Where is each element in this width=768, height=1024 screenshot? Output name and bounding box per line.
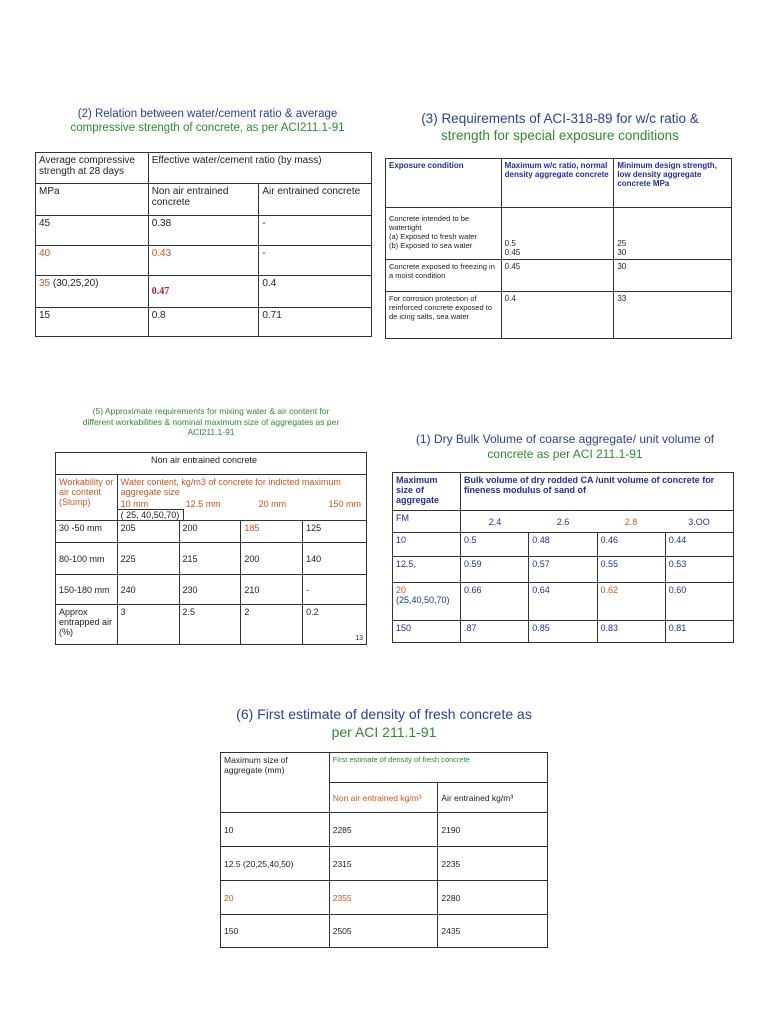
table-row [393, 621, 734, 643]
table6-cell: 2315 [329, 847, 438, 881]
table6-cell: 2280 [438, 881, 548, 915]
table-row [56, 521, 367, 543]
table6-cell: 2355 [329, 881, 438, 915]
table3-r1-a-wc: 0.5 [504, 239, 516, 248]
table1-cell: 0.48 [529, 533, 597, 557]
table6-size: 12.5 (20,25,40,50) [221, 847, 330, 881]
table1-fm-value: 3.OO [688, 516, 710, 527]
table6-title-line2: per ACI 211.1-91 [331, 723, 437, 740]
table1-fm-value: 2.6 [556, 516, 570, 527]
table5-cell [303, 605, 367, 645]
table1-cell: 0.46 [597, 533, 665, 557]
table1-cell: 0.64 [529, 583, 597, 621]
table6-cell: 2235 [438, 847, 548, 881]
table5-row-label: Approx entrapped air (%) [56, 605, 118, 645]
table2-header-air: Air entrained concrete [259, 184, 372, 216]
table1-cell: 0.66 [461, 583, 529, 621]
table6-header-max: Maximum size of aggregate (mm) [221, 753, 330, 813]
table6-cell: 2505 [329, 915, 438, 948]
table-row [56, 543, 367, 575]
table-row [393, 583, 734, 621]
table2-mpa-extra: (30,25,20) [50, 278, 99, 289]
table2-cell: 0.43 [148, 246, 259, 276]
table3-cell [614, 208, 732, 260]
table3-r1-a: (a) Exposed to fresh water [389, 232, 477, 241]
table5-size-label: 10 mm [120, 499, 149, 509]
table5-cell-value: 0.2 [306, 607, 319, 617]
table5-size-label: 12.5 mm [185, 499, 221, 509]
table1-size: 150 [393, 621, 461, 643]
table1-size-label: 20 [396, 585, 407, 595]
table1-header-max: Maximum size of aggregate [393, 473, 461, 511]
table1-cell: 0.60 [665, 583, 733, 621]
table5-sizes-header [117, 499, 366, 521]
table-row [221, 881, 548, 915]
table5-cell: 200 [241, 543, 303, 575]
table5-cell: 215 [179, 543, 241, 575]
table2-cell: 0.38 [148, 216, 259, 246]
table2-mpa-highlight: 35 [39, 278, 51, 289]
table5-cell: 125 [303, 521, 367, 543]
table5-cell: 185 [241, 521, 303, 543]
table6-size: 10 [221, 813, 330, 847]
table6-cell: 2285 [329, 813, 438, 847]
table3-cell: Concrete exposed to freezing in a moist condition [386, 260, 502, 292]
table1-cell: 0.55 [597, 557, 665, 583]
table2-header-mpa: MPa [36, 184, 149, 216]
table2-cell: 0.4 [259, 276, 372, 308]
table1-title [380, 432, 750, 462]
table1-header-bulk: Bulk volume of dry rodded CA /unit volume of concrete for fineness modulus of sand of [461, 473, 734, 511]
table-row [56, 605, 367, 645]
table6-size: 150 [221, 915, 330, 948]
table3-title-line1: (3) Requirements of ACI-318-89 for w/c ratio & [421, 111, 699, 126]
table5-row-label: 80-100 mm [56, 543, 118, 575]
table5-slump-label: (Slump) [59, 497, 91, 507]
table2-header-eff: Effective water/cement ratio (by mass) [148, 153, 371, 184]
table2-cell: 0.71 [259, 308, 372, 337]
table6 [220, 752, 548, 948]
table3-r1-b: (b) Exposed to sea water [389, 241, 473, 250]
table5-row-label-text: 30 -50 mm [59, 523, 103, 533]
table1-size [393, 583, 461, 621]
table2-cell: 0.8 [148, 308, 259, 337]
table5-row-label: 150-180 mm [56, 575, 118, 605]
table2-header-non: Non air entrained concrete [148, 184, 259, 216]
table1 [392, 472, 734, 643]
table1-cell: 0.59 [461, 557, 529, 583]
table3-r1-a-str: 25 [617, 239, 627, 248]
table3-cell: 30 [614, 260, 732, 292]
table-row [221, 915, 548, 948]
table5-size-label: 150 mm [328, 499, 361, 509]
table5-cell: 200 [179, 521, 241, 543]
table1-fm-value: 2.4 [488, 516, 502, 527]
table1-cell: 0.85 [529, 621, 597, 643]
table3-title [385, 111, 735, 145]
table3-r1-b-wc: 0.45 [504, 248, 521, 257]
table3-cell [501, 208, 614, 260]
table5-cell: 230 [179, 575, 241, 605]
table5-header-top-label: Non air entrained concrete [151, 455, 258, 465]
table6-size: 20 [221, 881, 330, 915]
table-row [393, 533, 734, 557]
table1-cell: 0.57 [529, 557, 597, 583]
table2-cell: - [259, 246, 372, 276]
table6-cell: 2190 [438, 813, 548, 847]
table5-cell: 2 [241, 605, 303, 645]
table5-cell: 205 [117, 521, 179, 543]
table-row [386, 260, 732, 292]
table5-header-water: Water content, kg/m3 of concrete for indicted maximum aggregate size [117, 475, 366, 500]
table5-title-line1: (5) Approximate requirements for mixing water & air content for [92, 406, 330, 416]
table5-cell: 225 [117, 543, 179, 575]
table3-header-minstr: Minimum design strength, low density aggregate concrete MPa [614, 159, 732, 208]
table3-title-line2: strength for special exposure conditions [441, 127, 679, 143]
table2-cell: 40 [36, 246, 149, 276]
table2-highlight-value: 0.47 [151, 286, 170, 297]
table1-title-line1: (1) Dry Bulk Volume of coarse aggregate/ unit volume of [415, 432, 715, 446]
table5-title-line3: ACI211.1-91 [187, 427, 235, 438]
table-row [393, 557, 734, 583]
table-row [221, 813, 548, 847]
table5-title [52, 406, 370, 438]
table5-title-line2: different workabilities & nominal maximum size of aggregates as per [82, 416, 340, 427]
page-number: 13 [355, 635, 363, 642]
table1-size: 10 [393, 533, 461, 557]
table3-r1-intro: Concrete intended to be watertight [389, 214, 470, 232]
table2-cell: 15 [36, 308, 149, 337]
table1-title-line2: concrete as per ACI 211.1-91 [487, 447, 643, 461]
table5-cell: 2.5 [179, 605, 241, 645]
table5-work-label: Workability or air content [59, 477, 114, 497]
table1-fm-value: 2.8 [624, 516, 638, 527]
table2-header-avg: Average compressive strength at 28 days [36, 153, 149, 184]
table5-cell: 210 [241, 575, 303, 605]
table1-cell: 0.44 [665, 533, 733, 557]
table5-cell: 240 [117, 575, 179, 605]
table2-title-line1: (2) Relation between water/cement ratio & average [77, 108, 338, 120]
table1-cell: 0.5 [461, 533, 529, 557]
table6-cell: 2435 [438, 915, 548, 948]
table5-size-label: 20 mm [258, 499, 287, 509]
table-row [386, 292, 732, 339]
table2-cell: - [259, 216, 372, 246]
table1-cell: 0.81 [665, 621, 733, 643]
table5-sizes-note: ( 25, 40,50,70) [118, 509, 185, 520]
table-row [221, 847, 548, 881]
table-row [36, 246, 372, 276]
table3-cell: For corrosion protection of reinforced concrete exposed to de icing salts, sea water [386, 292, 502, 339]
table1-cell: 0.53 [665, 557, 733, 583]
table3-header-maxwc: Maximum w/c ratio, normal density aggregate concrete [501, 159, 614, 208]
table2 [35, 152, 372, 337]
table5-row-label [56, 521, 118, 543]
table1-size-note: (25,40,50,70) [396, 595, 450, 605]
table2-title-line2: compressive strength of concrete, as per ACI211.1-91 [70, 122, 345, 135]
table3-cell: 0.45 [501, 260, 614, 292]
table-row [36, 308, 372, 337]
table2-cell [36, 276, 149, 308]
table2-cell: 45 [36, 216, 149, 246]
table1-fm-row [461, 511, 734, 533]
table-row [36, 216, 372, 246]
table6-title [215, 706, 553, 741]
table1-header-fm: FM [393, 511, 461, 533]
table-row [36, 276, 372, 308]
table1-cell: .87 [461, 621, 529, 643]
table-row [386, 208, 732, 260]
table2-title [40, 107, 375, 136]
table5-cell: 3 [117, 605, 179, 645]
table2-cell [148, 276, 259, 308]
table5-header-top [56, 453, 367, 475]
table3 [385, 158, 732, 339]
table3-r1-b-str: 30 [617, 248, 627, 257]
table5-cell: - [303, 575, 367, 605]
table3-header-exposure: Exposure condition [386, 159, 502, 208]
table3-cell: 0.4 [501, 292, 614, 339]
table6-title-line1: (6) First estimate of density of fresh concrete as [236, 706, 532, 722]
table6-header-non: Non air entrained kg/m³ [329, 783, 438, 813]
table3-cell [386, 208, 502, 260]
table5-header-work [56, 475, 118, 521]
table1-cell: 0.83 [597, 621, 665, 643]
table-row [56, 575, 367, 605]
table6-header-first: First estimate of density of fresh concrete [329, 753, 547, 783]
table1-cell: 0.62 [597, 583, 665, 621]
table3-cell: 33 [614, 292, 732, 339]
table1-size: 12.5, [393, 557, 461, 583]
table5-cell: 140 [303, 543, 367, 575]
table5 [55, 452, 367, 645]
table6-header-air: Air entrained kg/m³ [438, 783, 548, 813]
